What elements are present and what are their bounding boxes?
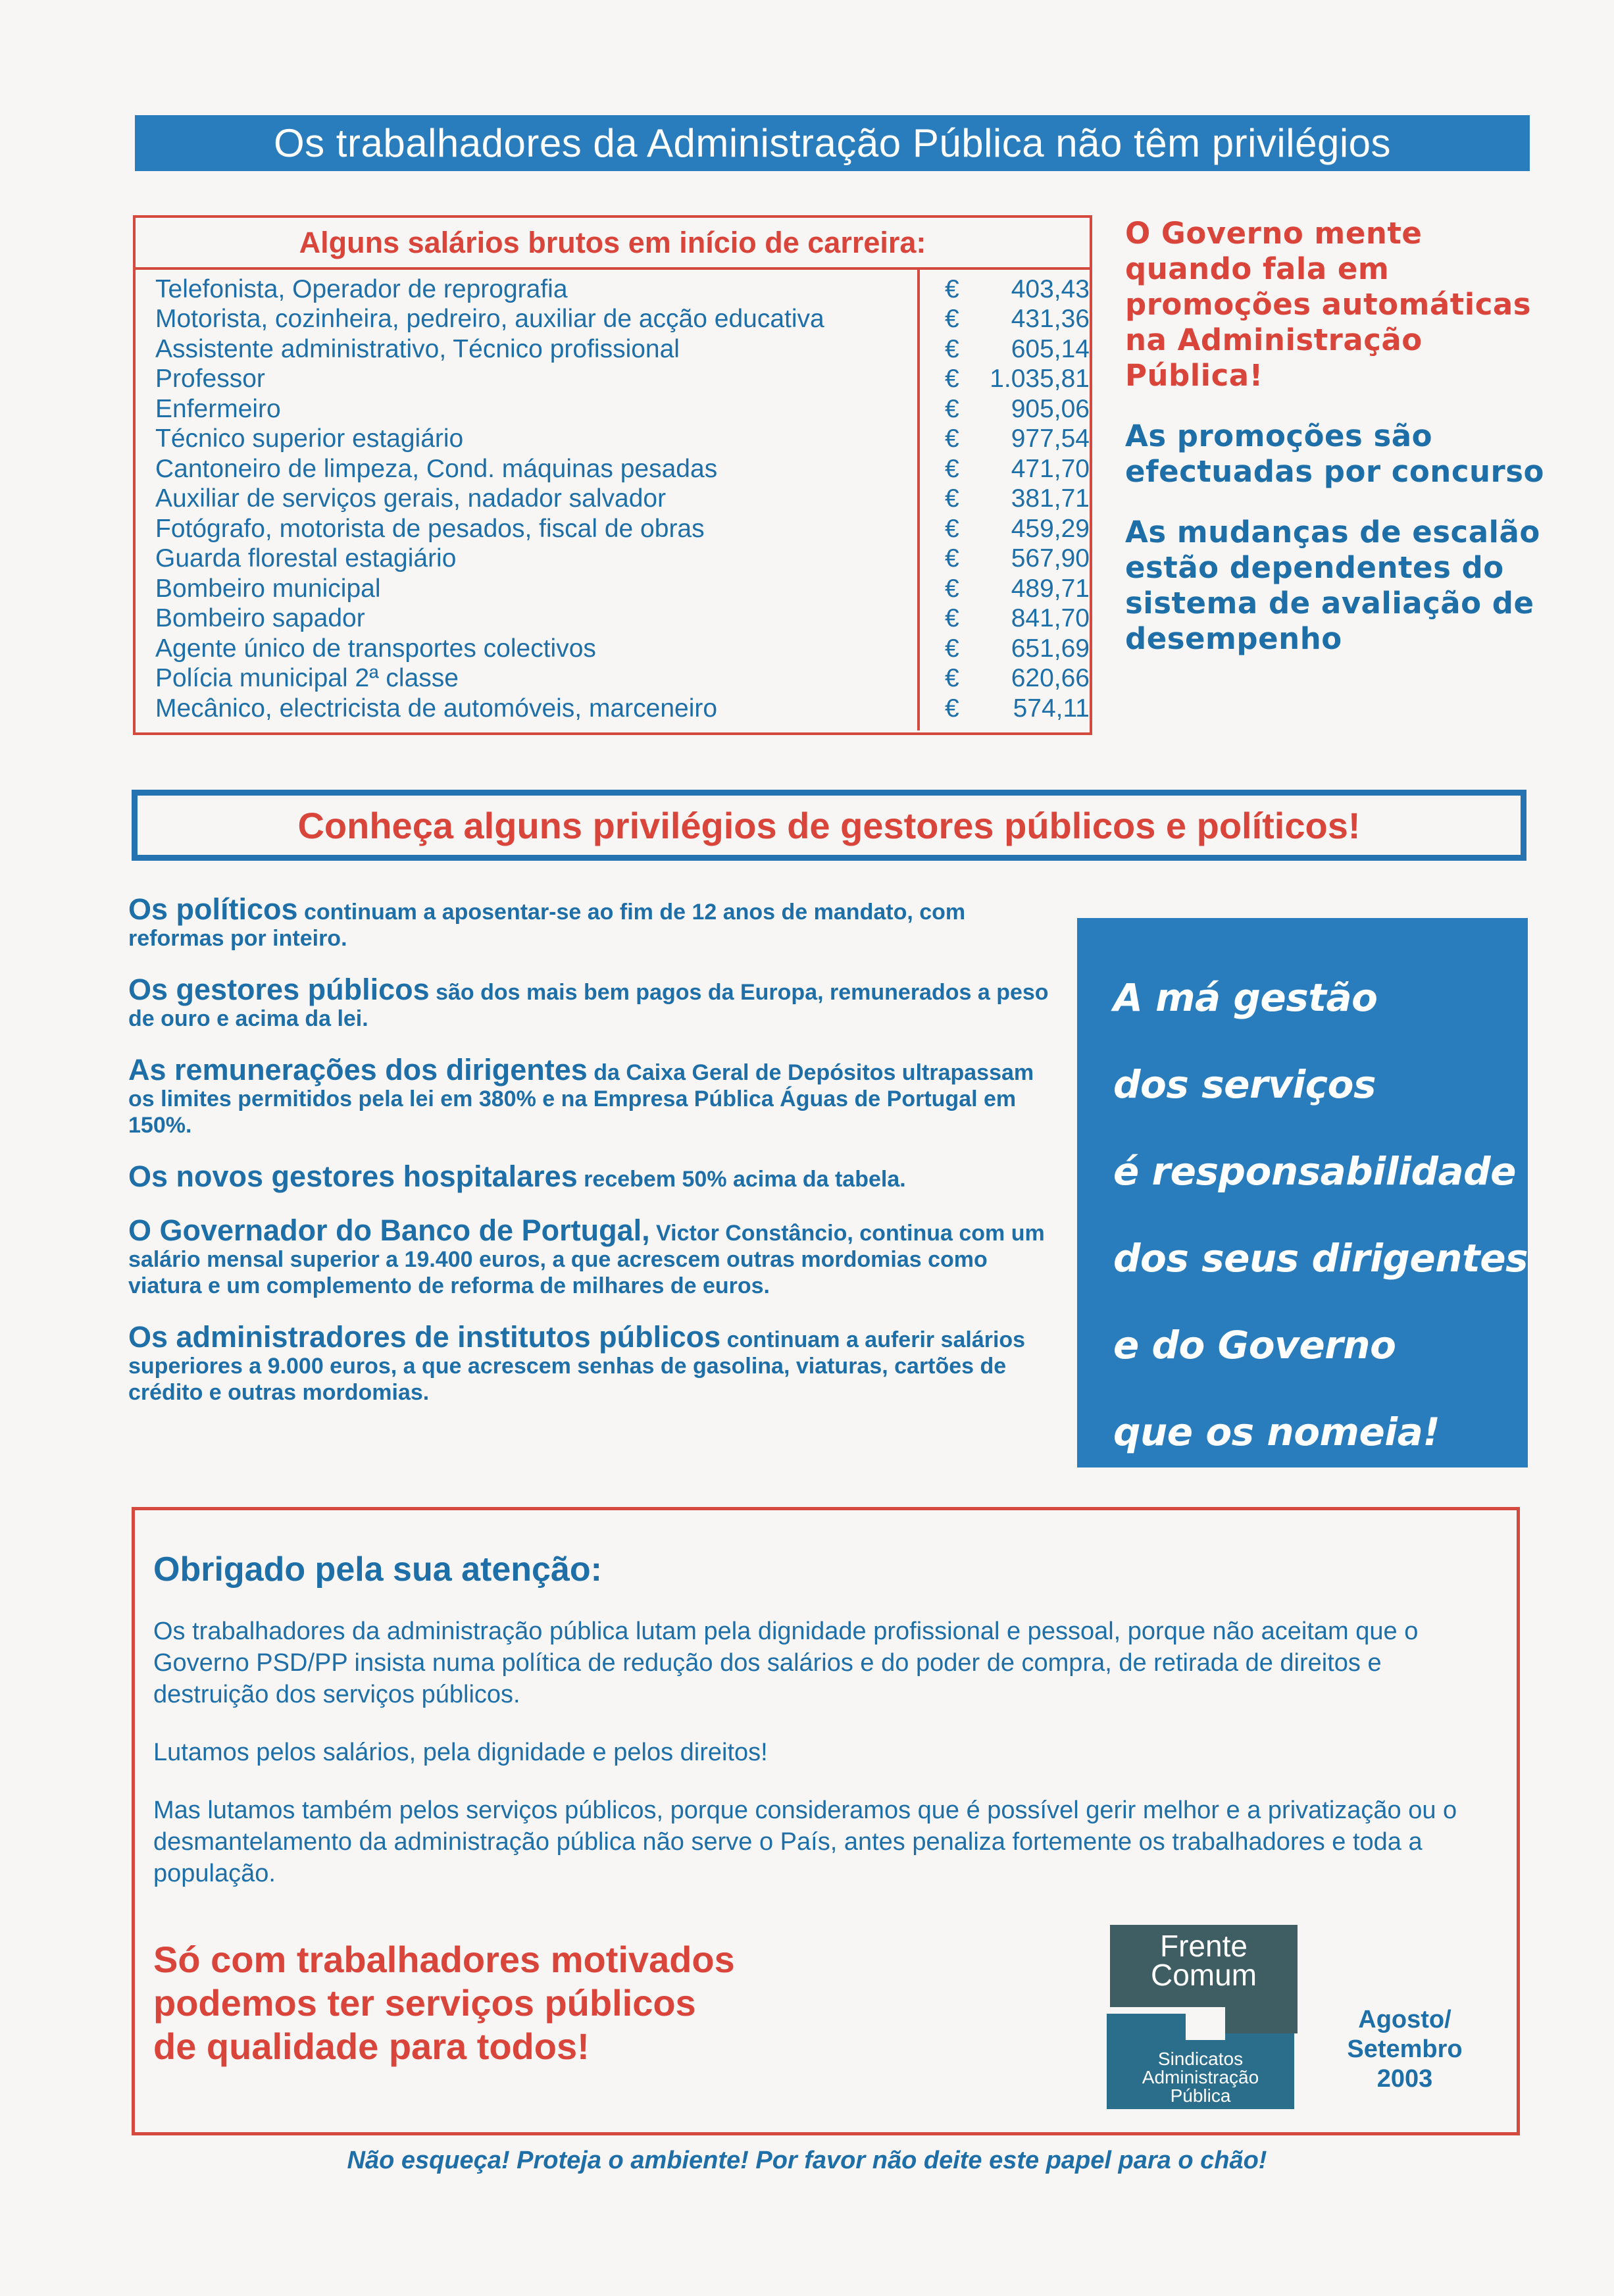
salary-row bbox=[136, 664, 1090, 694]
salary-value: 403,43 bbox=[1011, 274, 1090, 303]
logo-notch bbox=[1186, 2014, 1225, 2040]
salary-value: 905,06 bbox=[1011, 394, 1090, 423]
date-line: Agosto/ bbox=[1358, 2006, 1451, 2033]
privilege-lead: Os gestores públicos bbox=[128, 973, 430, 1006]
salary-value: 620,66 bbox=[1011, 664, 1090, 693]
salary-table-heading: Alguns salários brutos em início de carreira: bbox=[136, 218, 1090, 270]
privilege-lead: As remunerações dos dirigentes bbox=[128, 1053, 588, 1086]
thanks-body bbox=[153, 1616, 1502, 1916]
callout-line: que os nomeia! bbox=[1113, 1410, 1440, 1454]
euro-icon: € bbox=[945, 274, 959, 303]
thanks-section bbox=[132, 1507, 1520, 2135]
salary-value: 459,29 bbox=[1011, 514, 1090, 543]
salary-row bbox=[136, 574, 1090, 604]
privilege-lead: O Governador do Banco de Portugal, bbox=[128, 1213, 650, 1247]
page-title: Os trabalhadores da Administração Pública não têm privilégios bbox=[273, 121, 1392, 165]
salary-value: 574,11 bbox=[1013, 694, 1090, 723]
privilege-lead: Os administradores de institutos públicos bbox=[128, 1320, 721, 1354]
salary-row bbox=[136, 424, 1090, 455]
date-line: Setembro bbox=[1347, 2035, 1463, 2063]
salary-row bbox=[136, 634, 1090, 664]
privilege-text: recebem 50% acima da tabela. bbox=[577, 1167, 906, 1192]
logo-text-line1: Frente bbox=[1160, 1929, 1248, 1963]
euro-icon: € bbox=[945, 394, 959, 423]
euro-icon: € bbox=[945, 305, 959, 334]
callout-line: A má gestão bbox=[1113, 975, 1378, 1020]
salary-value: 431,36 bbox=[1011, 305, 1090, 334]
footer-note: Não esqueça! Proteja o ambiente! Por favor não deite este papel para o chão! bbox=[347, 2147, 1267, 2174]
job-title: Telefonista, Operador de reprografia bbox=[155, 274, 568, 303]
column-divider bbox=[917, 270, 920, 730]
privilege-text: continuam a auferir salários superiores a 9.000 euros, a que acrescem senhas de gasolina, viaturas, cartões de crédito e outras mordomias. bbox=[128, 1327, 1026, 1405]
date-line: 2003 bbox=[1376, 2065, 1433, 2093]
euro-icon: € bbox=[945, 544, 959, 573]
job-title: Professor bbox=[155, 365, 265, 394]
job-title: Enfermeiro bbox=[155, 394, 281, 423]
euro-icon: € bbox=[945, 664, 959, 693]
privilege-item bbox=[128, 892, 1049, 952]
salary-value: 605,14 bbox=[1011, 334, 1090, 363]
euro-icon: € bbox=[945, 634, 959, 663]
job-title: Fotógrafo, motorista de pesados, fiscal de obras bbox=[155, 514, 705, 543]
thanks-paragraph: Os trabalhadores da administração pública lutam pela dignidade profissional e pessoal, porque não aceitam que o Governo PSD/PP insista numa política de redução dos salários e do poder de compra, de retirada de direitos e destruição dos serviços públicos. bbox=[153, 1618, 1419, 1708]
logo-sub-line: Pública bbox=[1170, 2085, 1231, 2106]
privileges-list bbox=[128, 892, 1049, 1431]
privilege-text: da Caixa Geral de Depósitos ultrapassam os limites permitidos pela lei em 380% e na Empresa Pública Águas de Portugal em 150%. bbox=[128, 1060, 1034, 1138]
privilege-item bbox=[128, 1160, 1049, 1193]
callout-line: dos seus dirigentes bbox=[1113, 1236, 1528, 1281]
salary-value: 1.035,81 bbox=[990, 365, 1090, 394]
euro-icon: € bbox=[945, 514, 959, 543]
job-title: Bombeiro sapador bbox=[155, 604, 365, 633]
job-title: Assistente administrativo, Técnico profissional bbox=[155, 334, 680, 363]
job-title: Auxiliar de serviços gerais, nadador salvador bbox=[155, 484, 667, 513]
euro-icon: € bbox=[945, 574, 959, 603]
thanks-paragraph: Lutamos pelos salários, pela dignidade e pelos direitos! bbox=[153, 1739, 768, 1766]
job-title: Bombeiro municipal bbox=[155, 574, 381, 603]
job-title: Técnico superior estagiário bbox=[155, 424, 464, 453]
euro-icon: € bbox=[945, 454, 959, 483]
salary-value: 977,54 bbox=[1011, 424, 1090, 453]
slogan-line: de qualidade para todos! bbox=[153, 2026, 590, 2067]
privileges-heading-box bbox=[132, 790, 1526, 861]
euro-icon: € bbox=[945, 424, 959, 453]
callout-line: dos serviços bbox=[1113, 1062, 1376, 1107]
logo-sub-line: Sindicatos bbox=[1157, 2049, 1244, 2069]
thanks-paragraph: Mas lutamos também pelos serviços públicos, porque consideramos que é possível gerir melhor e a privatização ou o desmantelamento da administração pública não serve o País, antes penaliza fortemente os trabalhadores e toda a população. bbox=[153, 1797, 1457, 1887]
logo-text-line2: Comum bbox=[1150, 1958, 1257, 1992]
privilege-item bbox=[128, 1053, 1049, 1138]
salary-table bbox=[133, 215, 1092, 735]
job-title: Polícia municipal 2ª classe bbox=[155, 664, 459, 693]
privilege-lead: Os novos gestores hospitalares bbox=[128, 1160, 578, 1193]
callout-line: e do Governo bbox=[1113, 1323, 1396, 1367]
salary-value: 489,71 bbox=[1011, 574, 1090, 603]
privilege-item bbox=[128, 1320, 1049, 1406]
salary-row bbox=[136, 274, 1090, 305]
privilege-item bbox=[128, 973, 1049, 1032]
logo-dark-block bbox=[1110, 1925, 1298, 2007]
salary-row bbox=[136, 484, 1090, 515]
salary-value: 471,70 bbox=[1011, 454, 1090, 483]
mismanagement-callout bbox=[1077, 918, 1528, 1467]
privilege-lead: Os políticos bbox=[128, 892, 298, 926]
page-title-banner bbox=[135, 115, 1530, 171]
job-title: Cantoneiro de limpeza, Cond. máquinas pesadas bbox=[155, 454, 718, 483]
job-title: Mecânico, electricista de automóveis, marceneiro bbox=[155, 694, 718, 723]
salary-row bbox=[136, 365, 1090, 395]
frente-comum-logo bbox=[1107, 1925, 1298, 2109]
issue-date bbox=[1339, 2005, 1471, 2094]
job-title: Agente único de transportes colectivos bbox=[155, 634, 596, 663]
salary-row bbox=[136, 604, 1090, 634]
privilege-text: são dos mais bem pagos da Europa, remunerados a peso de ouro e acima da lei. bbox=[128, 980, 1049, 1031]
slogan-line: podemos ter serviços públicos bbox=[153, 1982, 696, 2024]
salary-row bbox=[136, 514, 1090, 544]
callout-line: é responsabilidade bbox=[1113, 1149, 1516, 1194]
salary-rows bbox=[136, 270, 1090, 724]
salary-row bbox=[136, 544, 1090, 574]
note-scale-changes: As mudanças de escalão estão dependentes do sistema de avaliação de desempenho bbox=[1125, 515, 1540, 656]
privilege-text: continuam a aposentar-se ao fim de 12 anos de mandato, com reformas por inteiro. bbox=[128, 900, 966, 951]
euro-icon: € bbox=[945, 694, 959, 723]
slogan-line: Só com trabalhadores motivados bbox=[153, 1939, 735, 1980]
thanks-title: Obrigado pela sua atenção: bbox=[153, 1550, 602, 1589]
salary-row bbox=[136, 454, 1090, 484]
privilege-item bbox=[128, 1213, 1049, 1299]
job-title: Guarda florestal estagiário bbox=[155, 544, 457, 573]
salary-row bbox=[136, 305, 1090, 335]
privilege-text: Victor Constâncio, continua com um salário mensal superior a 19.400 euros, a que acrescem outras mordomias como viatura e um complemento de reforma de milhares de euros. bbox=[128, 1221, 1045, 1298]
salary-value: 841,70 bbox=[1011, 604, 1090, 633]
salary-row bbox=[136, 394, 1090, 424]
euro-icon: € bbox=[945, 334, 959, 363]
salary-row bbox=[136, 334, 1090, 365]
salary-value: 651,69 bbox=[1011, 634, 1090, 663]
euro-icon: € bbox=[945, 604, 959, 633]
logo-subtitle bbox=[1107, 2050, 1294, 2105]
salary-value: 381,71 bbox=[1011, 484, 1090, 513]
logo-sub-line: Administração bbox=[1142, 2067, 1259, 2087]
privileges-heading: Conheça alguns privilégios de gestores públicos e políticos! bbox=[297, 804, 1361, 846]
note-promotions: As promoções são efectuadas por concurso bbox=[1125, 419, 1544, 489]
salary-value: 567,90 bbox=[1011, 544, 1090, 573]
slogan bbox=[153, 1938, 735, 2068]
euro-icon: € bbox=[945, 484, 959, 513]
job-title: Motorista, cozinheira, pedreiro, auxiliar de acção educativa bbox=[155, 305, 824, 334]
note-government-lies: O Governo mente quando fala em promoções automáticas na Administração Pública! bbox=[1125, 216, 1532, 393]
logo-dark-extension bbox=[1225, 2007, 1298, 2033]
side-notes bbox=[1125, 216, 1546, 682]
euro-icon: € bbox=[945, 365, 959, 394]
salary-row bbox=[136, 694, 1090, 724]
